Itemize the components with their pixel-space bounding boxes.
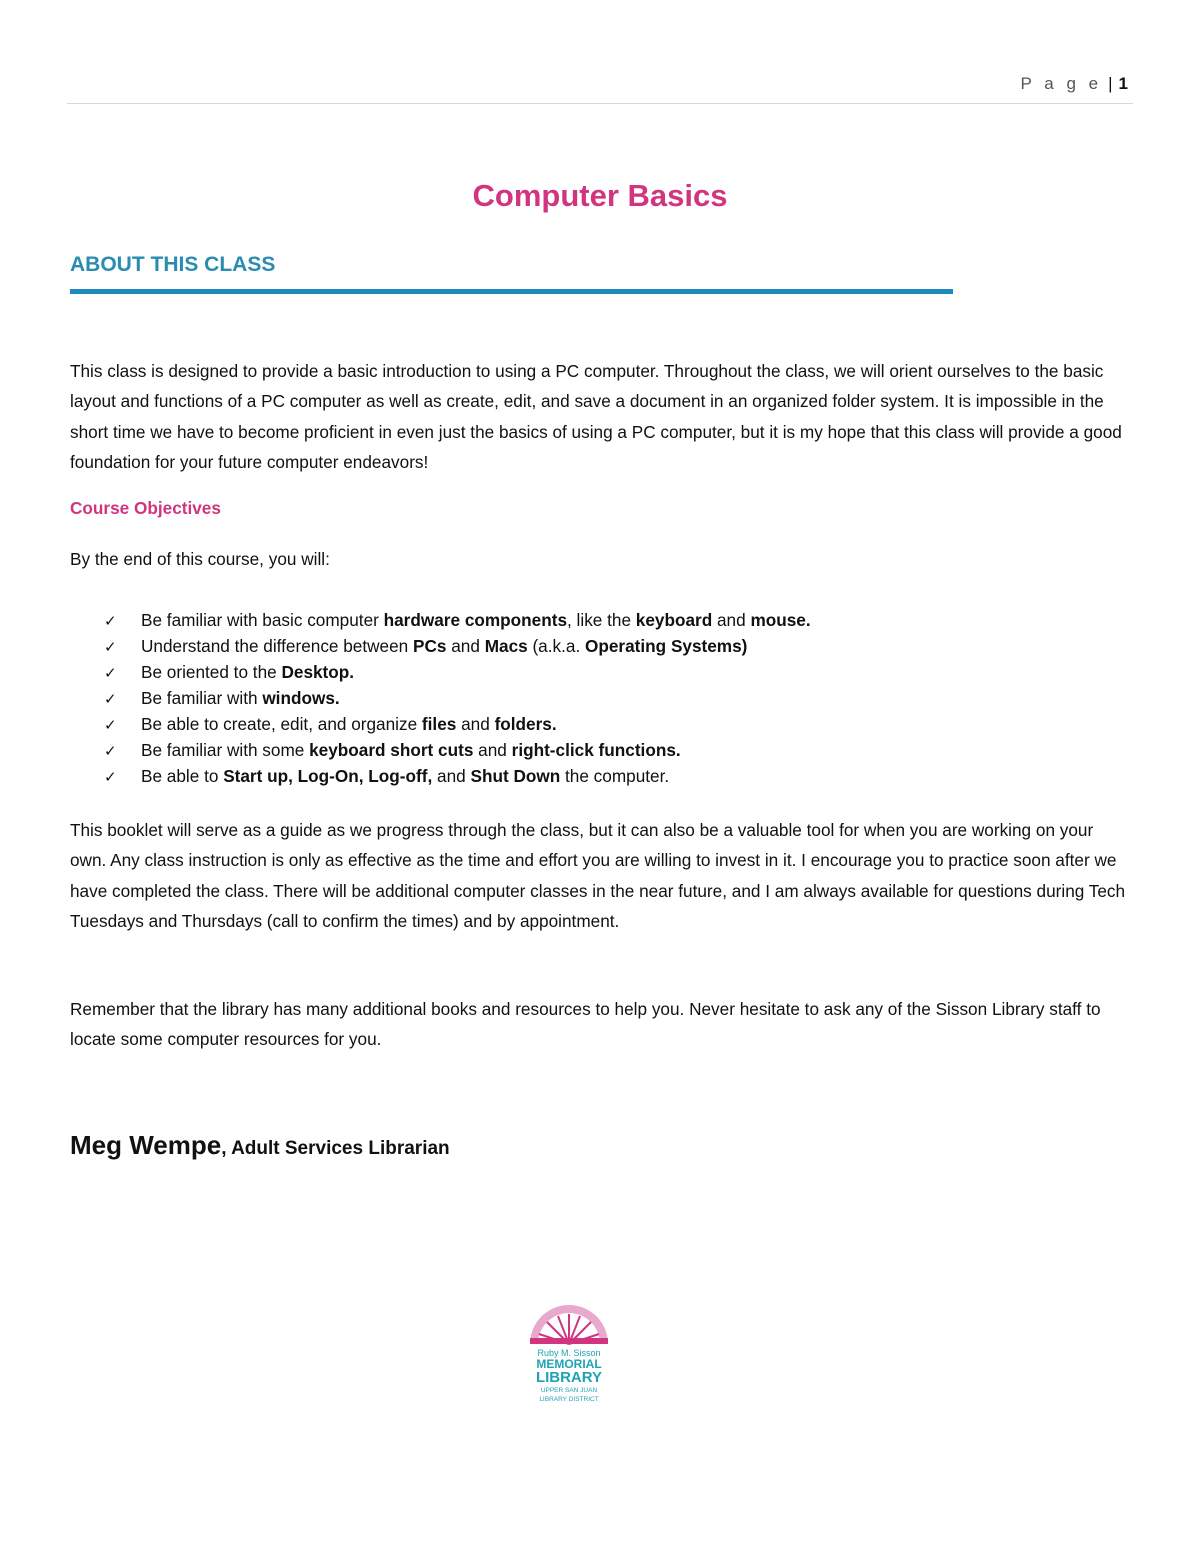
objective-item: ✓ Understand the difference between PCs and Macs (a.k.a. Operating Systems)	[104, 633, 811, 659]
objective-item: ✓ Be able to Start up, Log-On, Log-off, and Shut Down the computer.	[104, 763, 811, 789]
booklet-paragraph: This booklet will serve as a guide as we progress through the class, but it can also be a valuable tool for when you are working on your own. Any class instruction is only as effective as the time and effort you are willing to invest in it. I encourage you to practice soon after we have completed the class. There will be additional computer classes in the near future, and I am always available for questions during Tech Tuesdays and Thursdays (call to confirm the times) and by appointment.	[70, 820, 1126, 931]
objective-item: ✓ Be able to create, edit, and organize files and folders.	[104, 711, 811, 737]
intro-paragraph: This class is designed to provide a basic introduction to using a PC computer. Throughout the class, we will orient ourselves to the basic layout and functions of a PC computer as well as create, edit, and save a document in an organized folder system. It is impossible in the short time we have to become proficient in even just the basics of using a PC computer, but it is my hope that this class will provide a good foundation for your future computer endeavors!	[70, 361, 1122, 472]
section-heading: ABOUT THIS CLASS	[70, 253, 276, 276]
checkmark-icon: ✓	[104, 665, 117, 682]
svg-text:LIBRARY: LIBRARY	[535, 1369, 603, 1386]
svg-text:UPPER SAN JUAN: UPPER SAN JUAN	[540, 1387, 598, 1394]
sunburst-icon	[530, 1305, 608, 1344]
checkmark-icon: ✓	[104, 769, 117, 786]
author-role: , Adult Services Librarian	[221, 1138, 450, 1159]
checkmark-icon: ✓	[104, 743, 117, 760]
signature	[70, 1130, 450, 1161]
checkmark-icon: ✓	[104, 613, 117, 630]
checkmark-icon: ✓	[104, 691, 117, 708]
objectives-heading: Course Objectives	[70, 498, 221, 518]
svg-text:MEMORIAL: MEMORIAL	[536, 1357, 602, 1371]
checkmark-icon: ✓	[104, 639, 117, 656]
svg-text:LIBRARY DISTRICT: LIBRARY DISTRICT	[539, 1396, 599, 1403]
header-divider	[67, 103, 1133, 104]
objective-item: ✓ Be familiar with windows.	[104, 685, 811, 711]
svg-text:Ruby M. Sisson: Ruby M. Sisson	[537, 1348, 601, 1358]
objective-item: ✓ Be oriented to the Desktop.	[104, 659, 811, 685]
page-header	[1021, 74, 1128, 94]
checkmark-icon: ✓	[104, 717, 117, 734]
author-name: Meg Wempe	[70, 1130, 222, 1160]
page-separator: |	[1108, 74, 1113, 93]
remember-paragraph: Remember that the library has many additional books and resources to help you. Never hesitate to ask any of the Sisson Library staff to locate some computer resources for you.	[70, 999, 1101, 1050]
objectives-intro: By the end of this course, you will:	[70, 549, 330, 569]
page-number: 1	[1118, 74, 1128, 93]
objectives-list	[104, 607, 811, 789]
section-divider	[70, 289, 953, 294]
objective-item: ✓ Be familiar with some keyboard short cuts and right-click functions.	[104, 737, 811, 763]
document-title: Computer Basics	[472, 178, 728, 213]
objective-item: ✓ Be familiar with basic computer hardware components, like the keyboard and mouse.	[104, 607, 811, 633]
page-label: P a g e	[1020, 74, 1103, 93]
library-logo	[524, 1298, 614, 1410]
